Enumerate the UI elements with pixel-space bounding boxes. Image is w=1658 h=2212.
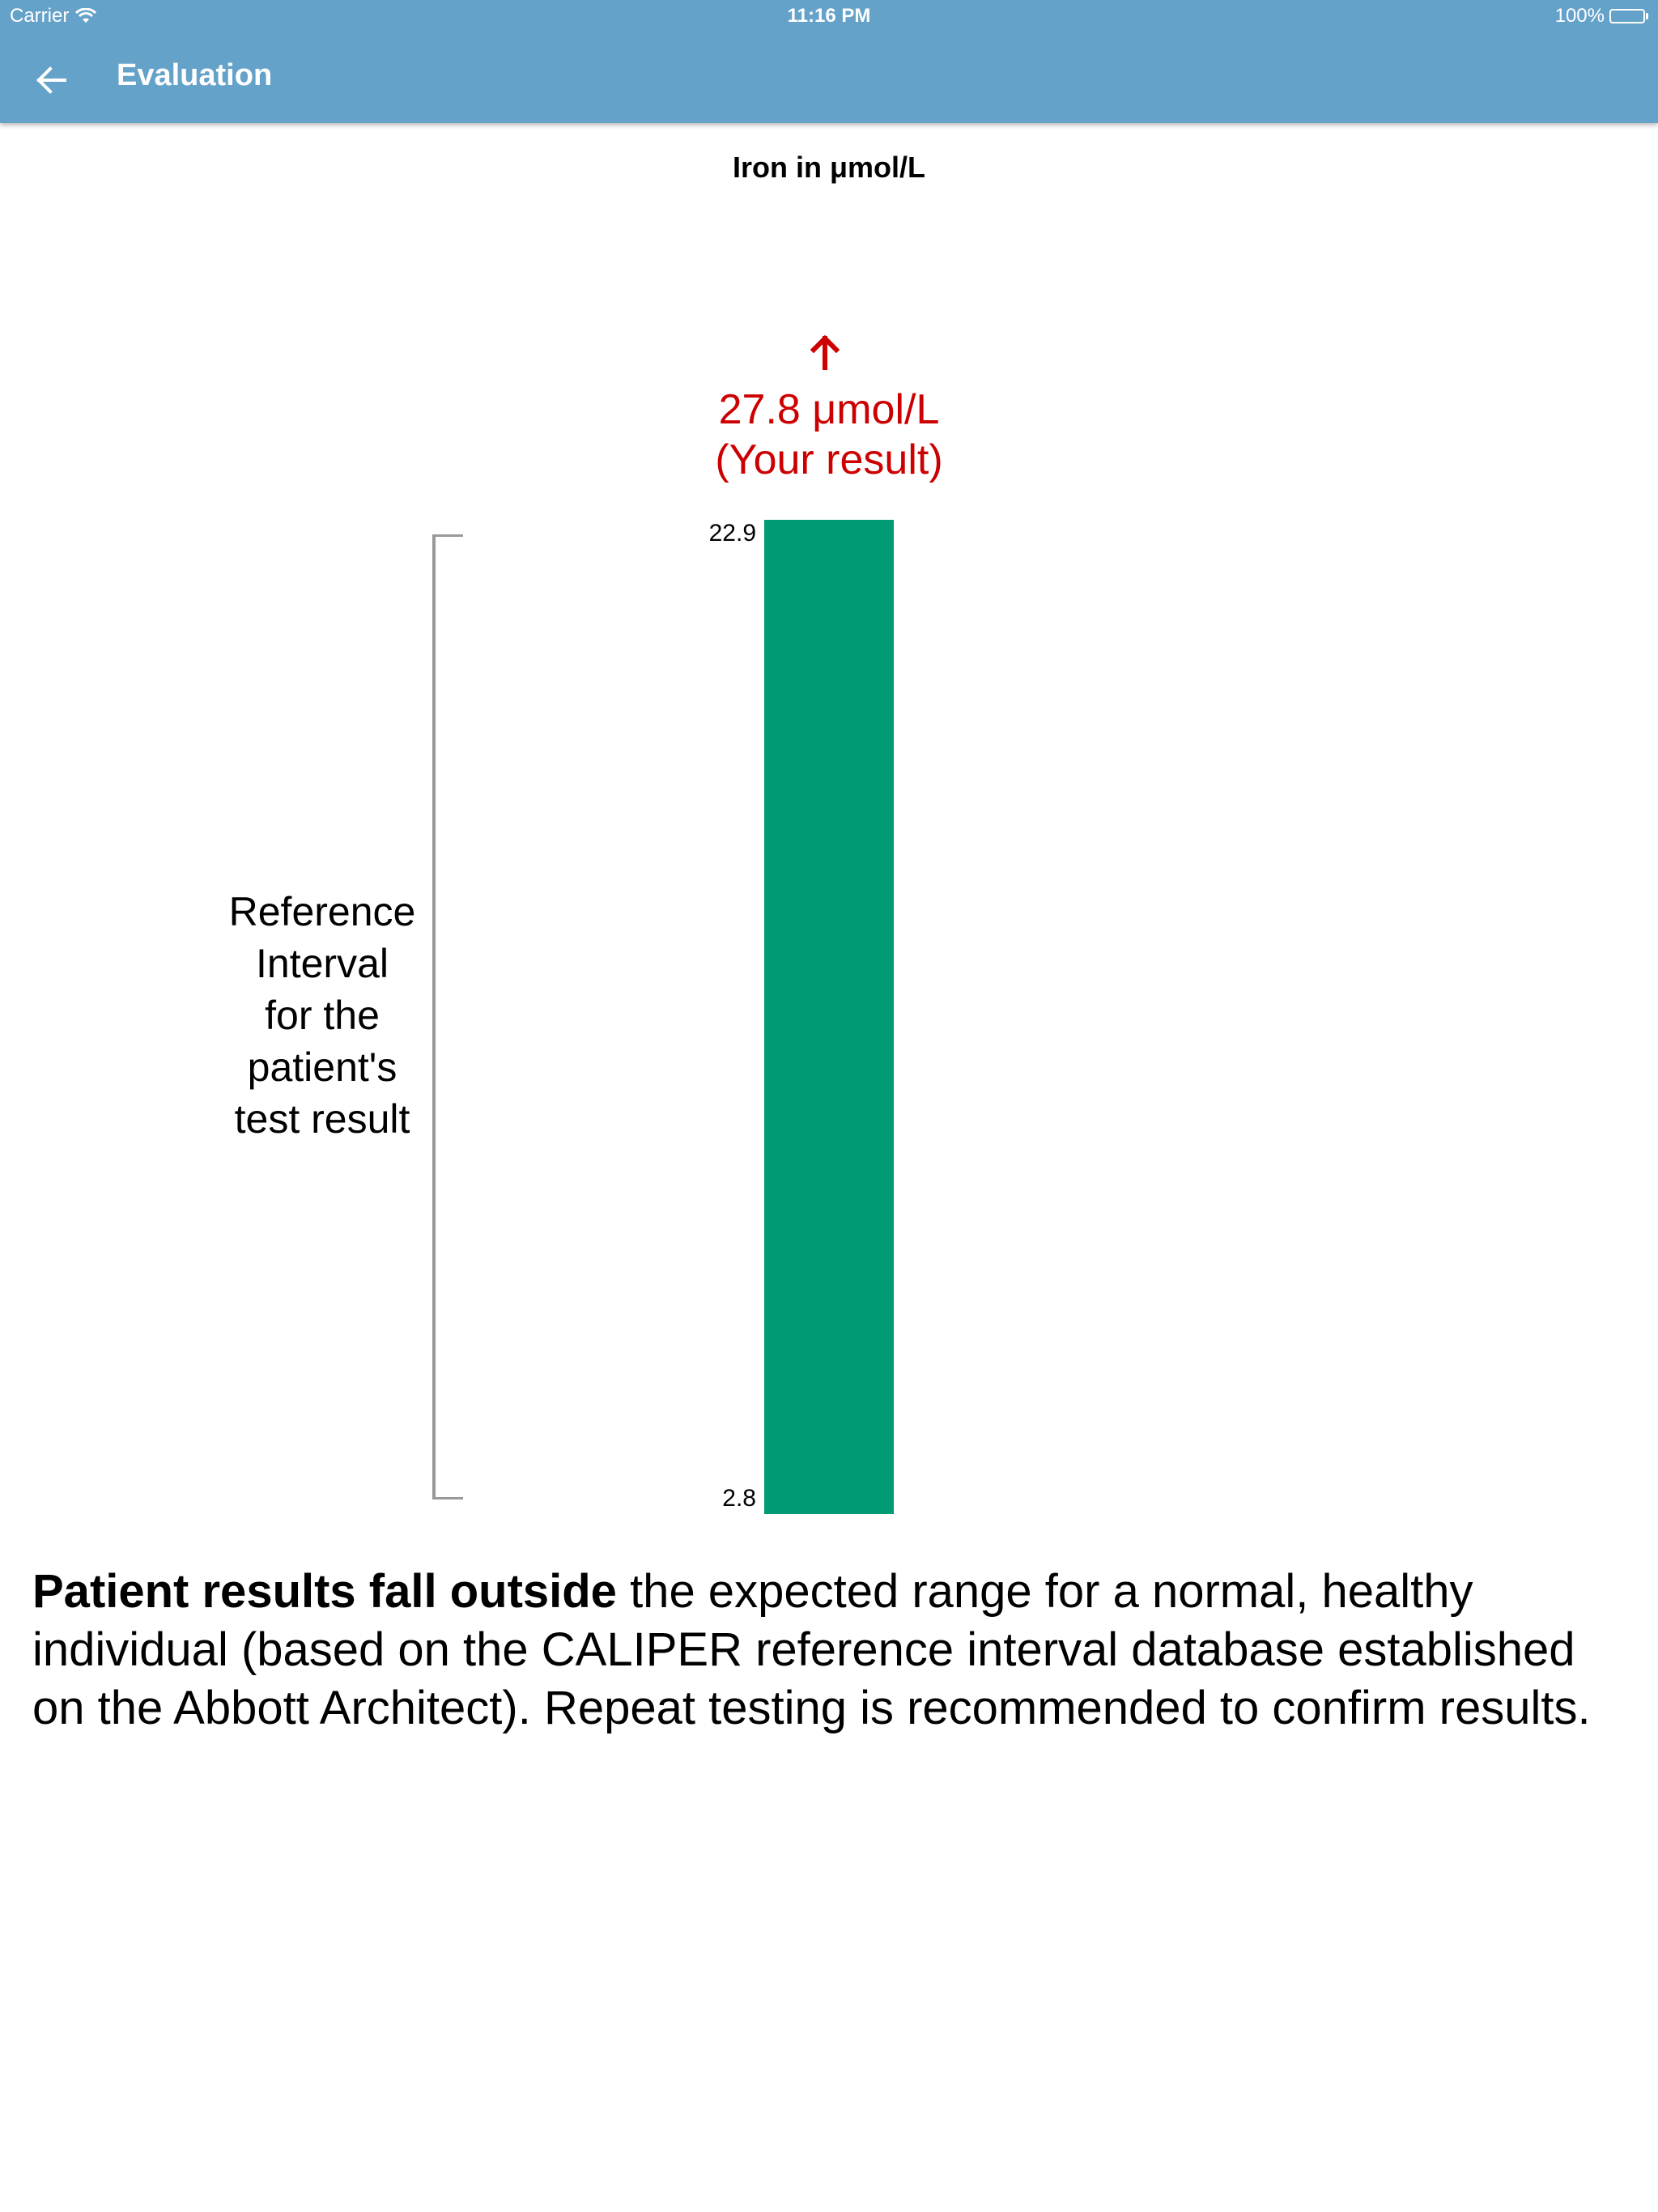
reference-label-line: patient's: [247, 1044, 397, 1090]
status-time: 11:16 PM: [787, 5, 871, 27]
reference-label-line: Reference: [228, 889, 416, 934]
back-button[interactable]: [21, 50, 81, 110]
carrier-label: Carrier: [10, 5, 70, 27]
arrow-left-icon: [36, 66, 66, 94]
tick-label-low: 2.8: [722, 1485, 756, 1512]
result-arrow-up-icon: [805, 332, 845, 372]
reference-label-line: for the: [265, 993, 380, 1038]
reference-label-line: test result: [234, 1096, 410, 1142]
battery-percent: 100%: [1554, 5, 1605, 27]
page-title: Evaluation: [117, 58, 273, 92]
wifi-icon: [75, 8, 96, 24]
reference-label-line: Interval: [256, 941, 389, 986]
status-carrier: [10, 5, 96, 28]
result-value: 27.8 μmol/L: [718, 386, 940, 433]
result-message: [32, 1563, 1619, 1738]
battery-icon: [1609, 9, 1648, 23]
app-header: [0, 0, 1658, 123]
tick-label-high: 22.9: [708, 520, 756, 547]
status-bar: [0, 0, 1658, 32]
message-emphasis: Patient results fall outside: [32, 1565, 617, 1618]
message-text: the expected range for a normal, healthy individual (based on the CALIPER reference interval database established on the Abbott Architect). Repeat testing is recommended to confirm results.: [32, 1565, 1591, 1734]
reference-interval-label: [193, 886, 452, 1145]
reference-interval-bar: [764, 520, 894, 1514]
chart-title: Iron in μmol/L: [732, 151, 925, 184]
result-caption: (Your result): [715, 436, 943, 483]
status-battery: [1555, 5, 1648, 28]
toolbar: [0, 32, 1658, 123]
